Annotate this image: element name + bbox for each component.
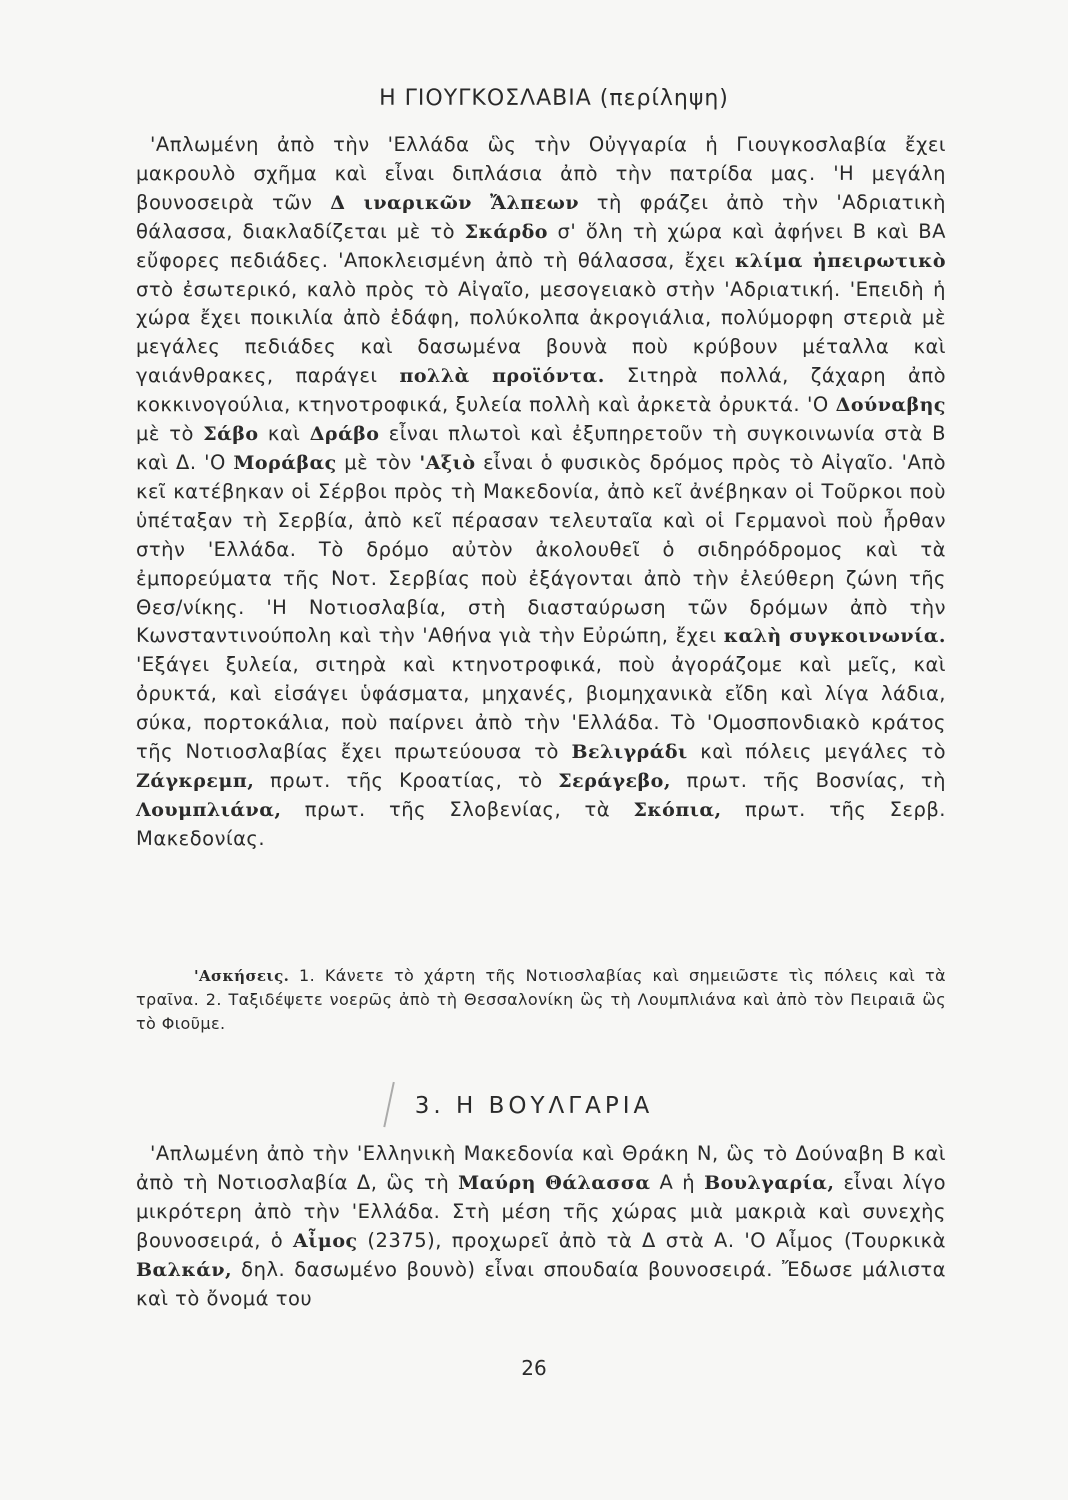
p1-text: μὲ τὸν [336,450,420,474]
p1-bold-term: κλίμα ἠπειρωτικὸ [735,249,946,272]
p1-text: καὶ πόλεις μεγάλες τὸ [687,740,946,764]
p1-text: πρωτ. τῆς Σλοβενίας, τὰ [281,797,634,821]
page-number: 26 [521,1356,547,1380]
p1-bold-term: Βελιγράδι [571,741,688,764]
p1-bold-term: πολλὰ προϊόντα. [399,365,605,388]
p1-text: πρωτ. τῆς Σερβ. Μακεδονίας. [136,797,946,850]
p2-bold-term: Μαύρη Θάλασσα [458,1171,651,1194]
p2-bold-term: Αἶμος [293,1229,358,1252]
p1-text: 'Απλωμένη ἀπὸ τὴν 'Ελλάδα ὣς τὴν Οὐγγαρία ἡ Γιουγκοσλαβία ἔχει μακρουλὸ σχῆμα καὶ εἶναι διπλάσια ἀπὸ τὴν πατρίδα μας. 'Η μεγάλη βουνοσειρὰ τῶν [136,133,946,214]
p1-text: Σιτηρὰ πολλά, ζάχαρη ἀπὸ κοκκινογούλια, κτηνοτροφικά, ξυλεία πολλὴ καὶ ἀρκετὰ ὀρυκτά. 'Ο [136,364,947,417]
p2-text: δηλ. δασωμένο βουνὸ) εἶναι σπουδαία βουνοσειρά. Ἔδωσε μάλιστα καὶ τὸ ὄνομά του [136,1257,946,1310]
p2-bold-term: Βαλκάν, [136,1258,233,1281]
exercises-text: 1. Κάνετε τὸ χάρτη τῆς Νοτιοσλαβίας καὶ σημειῶστε τὶς πόλεις καὶ τὰ τραῖνα. 2. Ταξιδέψετε νοερῶς ἀπὸ τὴ Θεσσαλονίκη ὣς τὴ Λουμπλιάνα καὶ ἀπὸ τὸν Πειραιᾶ ὣς τὸ Φιοῦμε. [136,966,946,1033]
p2-text: 'Απλωμένη ἀπὸ τὴν 'Ελληνικὴ Μακεδονία καὶ Θράκη Ν, ὣς τὸ Δούναβη Β καὶ ἀπὸ τὴ Νοτιοσλαβία Δ, ὣς τὴ [136,1142,946,1194]
p1-bold-term: Μοράβας [233,451,337,474]
p1-bold-term: Σκόπια, [633,798,722,821]
p2-text: (2375), προχωρεῖ ἀπὸ τὰ Δ στὰ Α. 'Ο Αἶμος (Τουρκικὰ [357,1228,946,1252]
p2-text: Α ἡ [650,1170,705,1194]
p1-bold-term: καλὴ συγκοινωνία. [723,625,947,648]
p2-text: εἶναι λίγο μικρότερη ἀπὸ τὴν 'Ελλάδα. Στὴ μέση τῆς χώρας μιὰ μακριὰ καὶ συνεχὴς βουνοσειρά, ὁ [136,1170,947,1252]
p1-text: στὸ ἐσωτερικό, καλὸ πρὸς τὸ Αἰγαῖο, μεσογειακὸ στὴν 'Αδριατική. 'Επειδὴ ἡ χώρα ἔχει ποικιλία ἀπὸ ἐδάφη, πολύκολπα ἀκρογιάλια, πολύμορφη στεριὰ μὲ μεγάλες πεδιάδες καὶ δασωμένα βουνὰ ποὺ κρύβουν μέταλλα καὶ γαιάνθρακες, παράγει [136,277,946,388]
p1-bold-term: Σάβο [203,423,259,446]
p1-text: μὲ τὸ [136,422,204,446]
p1-bold-term: Ζάγκρεμπ, [136,769,255,792]
p1-text: τὴ φράζει ἀπὸ τὴν 'Αδριατικὴ θάλασσα, διακλαδίζεται μὲ τὸ [136,190,946,243]
p1-bold-term: Σκάρδο [464,220,548,243]
p1-text: 'Εξάγει ξυλεία, σιτηρὰ καὶ κτηνοτροφικά, ποὺ ἀγοράζομε καὶ μεῖς, καὶ ὀρυκτά, καὶ εἰσάγει ὑφάσματα, μηχανές, βιομηχανικὰ εἴδη καὶ λίγα λάδια, σύκα, πορτοκάλια, ποὺ παίρνει ἀπὸ τὴν 'Ελλάδα. Τὸ 'Ομοσπονδιακὸ κράτος τῆς Νοτιοσλαβίας ἔχει πρωτεύουσα τὸ [136,653,946,764]
page-title: Η ΓΙΟΥΓΚΟΣΛΑΒΙΑ (περίληψη) [379,86,729,111]
p1-bold-term: Σεράγεβο, [558,769,671,792]
p1-text: σ' ὅλη τὴ χώρα καὶ ἀφήνει Β καὶ ΒΑ εὔφορες πεδιάδες. 'Αποκλεισμένη ἀπὸ τὴ θάλασσα, ἔχει [136,219,946,272]
p1-text: εἶναι ὁ φυσικὸς δρόμος πρὸς τὸ Αἰγαῖο. 'Απὸ κεῖ κατέβηκαν οἱ Σέρβοι πρὸς τὴ Μακεδονία, ἀπὸ κεῖ ἀνέβηκαν οἱ Τοῦρκοι ποὺ ὑπέταξαν τὴ Σερβία, ἀπὸ κεῖ πέρασαν τελευταῖα καὶ οἱ Γερμανοὶ ποὺ ἦρθαν στὴν 'Ελλάδα. Τὸ δρόμο αὐτὸν ἀκολουθεῖ ὁ σιδηρόδρομος καὶ τὰ ἐμπορεύματα τῆς Νοτ. Σερβίας ποὺ ἐξάγονται ἀπὸ τὴν ἐλεύθερη ζώνη τῆς Θεσ/νίκης. 'Η Νοτιοσλαβία, στὴ διασταύρωση τῶν δρόμων ἀπὸ τὴν Κωνσταντινούπολη καὶ τὴν 'Αθήνα γιὰ τὴν Εὐρώπη, ἔχει [136,450,946,648]
p1-bold-term: 'Αξιὸ [419,451,476,474]
p1-text: καὶ [258,422,310,446]
paragraph-bulgaria [136,1140,946,1313]
p1-text: πρωτ. τῆς Βοσνίας, τὴ [670,768,946,792]
p2-bold-term: Βουλγαρία, [704,1171,835,1194]
section-title-bulgaria: 3. Η ΒΟΥΛΓΑΡΙΑ [414,1093,654,1119]
exercises-label: 'Ασκήσεις. [194,967,290,985]
p1-text: εἶναι πλωτοὶ καὶ ἐξυπηρετοῦν τὴ συγκοινωνία στὰ Β καὶ Δ. 'Ο [136,422,947,474]
p1-text: πρωτ. τῆς Κροατίας, τὸ [254,768,559,792]
exercises [136,964,946,1036]
p1-bold-term: Δράβο [309,423,380,446]
p1-bold-term: Δ ιναρικῶν Ἄλπεων [330,191,580,214]
p1-bold-term: Δούναβης [835,394,946,417]
p1-bold-term: Λουμπλιάνα, [136,798,282,821]
paragraph-yugoslavia [136,131,946,854]
